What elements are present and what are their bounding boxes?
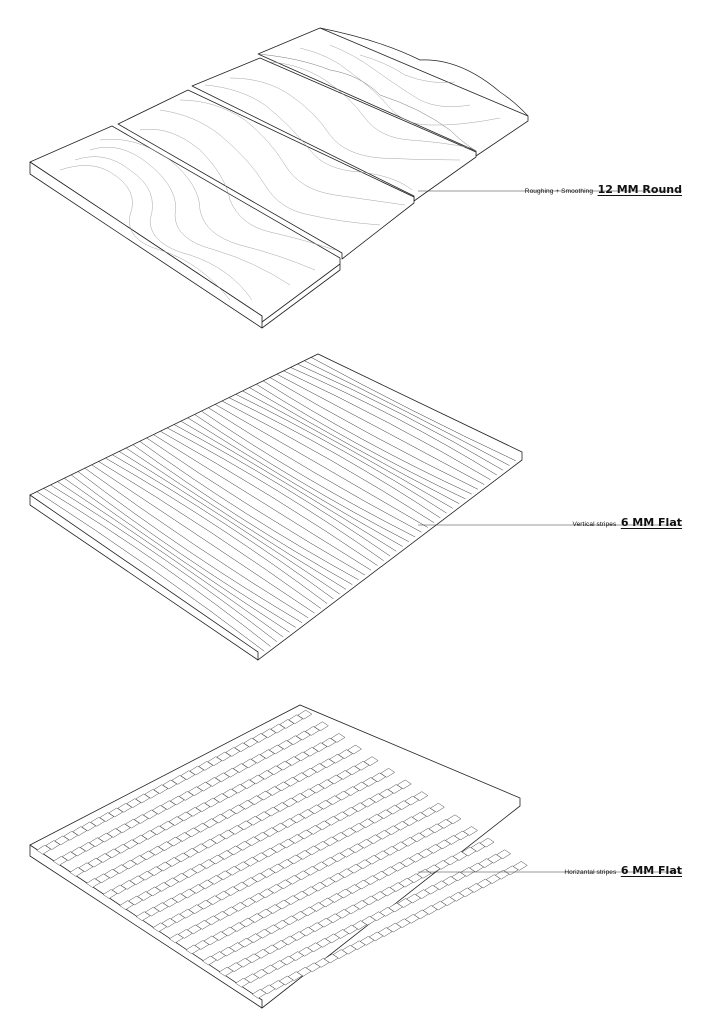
horizontal-caption-big: 6 MM Flat xyxy=(620,864,682,877)
vertical-caption xyxy=(573,514,683,530)
roughing-panel xyxy=(30,28,528,328)
roughing-caption xyxy=(525,181,682,197)
horizontal-caption-small: Horizantal stripes xyxy=(564,869,617,876)
horizontal-panel xyxy=(30,705,527,1008)
horizontal-caption xyxy=(564,862,682,878)
roughing-caption-big: 12 MM Round xyxy=(597,183,682,196)
vertical-caption-small: Vertical stripes xyxy=(572,521,617,528)
roughing-caption-small: Roughing + Smoothing xyxy=(524,188,594,195)
vertical-panel xyxy=(30,354,522,660)
vertical-caption-big: 6 MM Flat xyxy=(620,516,682,529)
